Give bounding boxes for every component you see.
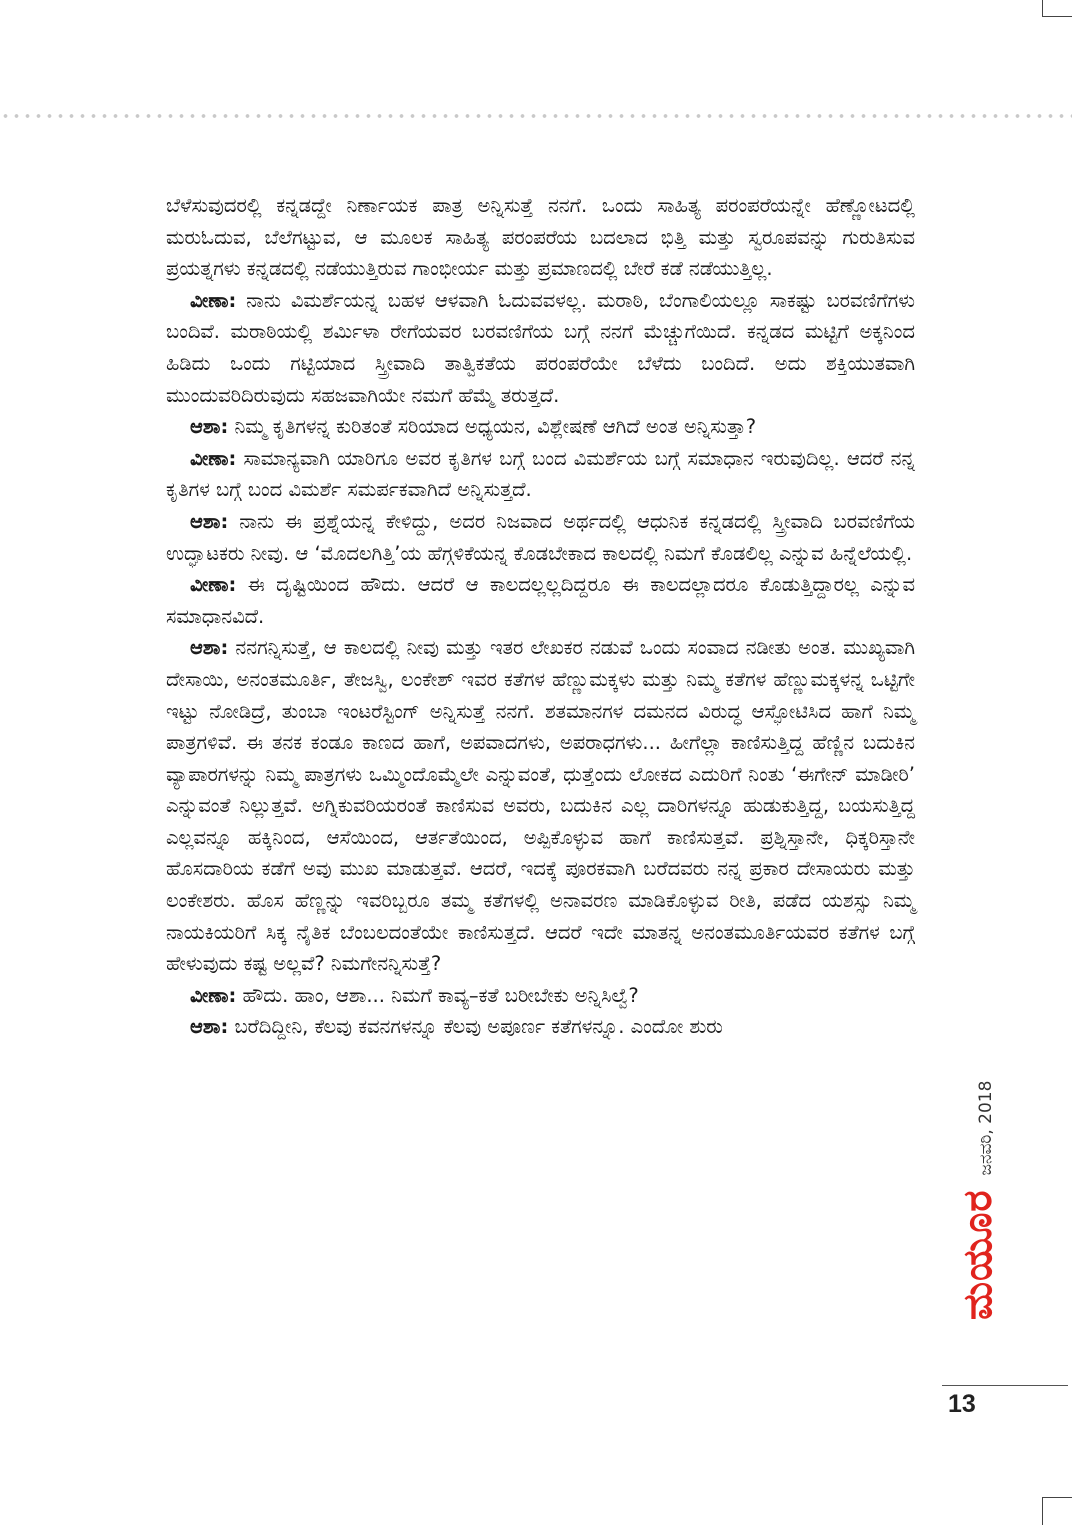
speaker-label: ವೀಣಾ: xyxy=(190,573,237,597)
paragraph xyxy=(166,632,915,980)
paragraph-text: ಸಾಮಾನ್ಯವಾಗಿ ಯಾರಿಗೂ ಅವರ ಕೃತಿಗಳ ಬಗ್ಗೆ ಬಂದ ವಿಮರ್ಶೆಯ ಬಗ್ಗೆ ಸಮಾಧಾನ ಇರುವುದಿಲ್ಲ. ಆದರೆ ನನ್ನ ಕೃತಿಗಳ ಬಗ್ಗೆ ಬಂದ ವಿಮರ್ಶೆ ಸಮರ್ಪಕವಾಗಿದೆ ಅನ್ನಿಸುತ್ತದೆ. xyxy=(166,446,915,502)
paragraph xyxy=(166,411,915,443)
crop-mark-top-right-h xyxy=(1042,16,1072,17)
crop-mark-bottom-right-h xyxy=(1042,1497,1072,1498)
dotted-header-rule xyxy=(0,114,1072,118)
paragraph xyxy=(166,443,915,506)
magazine-sidebar xyxy=(930,1080,1001,1330)
paragraph-text: ನಾನು ವಿಮರ್ಶೆಯನ್ನ ಬಹಳ ಆಳವಾಗಿ ಓದುವವಳಲ್ಲ. ಮರಾಠಿ, ಬೆಂಗಾಲಿಯಲ್ಲೂ ಸಾಕಷ್ಟು ಬರವಣಿಗೆಗಳು ಬಂದಿವೆ. ಮರಾಠಿಯಲ್ಲಿ ಶರ್ಮಿಳಾ ರೇಗೆಯವರ ಬರವಣಿಗೆಯ ಬಗ್ಗೆ ನನಗೆ ಮೆಚ್ಚುಗೆಯಿದೆ. ಕನ್ನಡದ ಮಟ್ಟಿಗೆ ಅಕ್ಕನಿಂದ ಹಿಡಿದು ಒಂದು ಗಟ್ಟಿಯಾದ ಸ್ತ್ರೀವಾದಿ ತಾತ್ವಿಕತೆಯ ಪರಂಪರೆಯೇ ಬೆಳೆದು ಬಂದಿದೆ. ಅದು ಶಕ್ತಿಯುತವಾಗಿ ಮುಂದುವರಿದಿರುವುದು ಸಹಜವಾಗಿಯೇ ನಮಗೆ ಹೆಮ್ಮೆ ತರುತ್ತದೆ. xyxy=(166,288,915,407)
paragraph xyxy=(166,569,915,632)
speaker-label: ಆಶಾ: xyxy=(190,636,229,660)
sidebar-rotated xyxy=(955,1080,1001,1320)
paragraph xyxy=(166,506,915,569)
paragraph xyxy=(166,980,915,1012)
paragraph-text: ಬರೆದಿದ್ದೀನಿ, ಕೆಲವು ಕವನಗಳನ್ನೂ ಕೆಲವು ಅಪೂರ್ಣ ಕತೆಗಳನ್ನೂ. ಎಂದೋ ಶುರು xyxy=(234,1015,723,1039)
paragraph-text: ನಿಮ್ಮ ಕೃತಿಗಳನ್ನ ಕುರಿತಂತೆ ಸರಿಯಾದ ಅಧ್ಯಯನ, ವಿಶ್ಲೇಷಣೆ ಆಗಿದೆ ಅಂತ ಅನ್ನಿಸುತ್ತಾ? xyxy=(234,415,757,439)
paragraph-text: ಹೌದು. ಹಾಂ, ಆಶಾ... ನಿಮಗೆ ಕಾವ್ಯ–ಕತೆ ಬರೀಬೇಕು ಅನ್ನಿಸಿಲ್ವೆ? xyxy=(242,983,639,1007)
paragraph xyxy=(166,190,915,285)
paragraph-text: ಬೆಳೆಸುವುದರಲ್ಲಿ ಕನ್ನಡದ್ದೇ ನಿರ್ಣಾಯಕ ಪಾತ್ರ ಅನ್ನಿಸುತ್ತೆ ನನಗೆ. ಒಂದು ಸಾಹಿತ್ಯ ಪರಂಪರೆಯನ್ನೇ ಹೆಣ್ಣೋಟದಲ್ಲಿ ಮರುಓದುವ, ಬೆಲೆಗಟ್ಟುವ, ಆ ಮೂಲಕ ಸಾಹಿತ್ಯ ಪರಂಪರೆಯ ಬದಲಾದ ಭಿತ್ತಿ ಮತ್ತು ಸ್ವರೂಪವನ್ನು ಗುರುತಿಸುವ ಪ್ರಯತ್ನಗಳು ಕನ್ನಡದಲ್ಲಿ ನಡೆಯುತ್ತಿರುವ ಗಾಂಭೀರ್ಯ ಮತ್ತು ಪ್ರಮಾಣದಲ್ಲಿ ಬೇರೆ ಕಡೆ ನಡೆಯುತ್ತಿಲ್ಲ. xyxy=(166,194,915,281)
page-number-rule xyxy=(942,1385,1068,1386)
issue-date: ಜನವರಿ, 2018 xyxy=(976,1080,996,1176)
paragraph xyxy=(166,285,915,411)
speaker-label: ಆಶಾ: xyxy=(190,1015,229,1039)
crop-mark-top-right xyxy=(1042,0,1043,16)
page-number: 13 xyxy=(948,1390,976,1418)
speaker-label: ವೀಣಾ: xyxy=(190,288,237,312)
speaker-label: ಆಶಾ: xyxy=(190,509,229,533)
crop-mark-bottom-right xyxy=(1042,1497,1043,1525)
paragraph-text: ನಾನು ಈ ಪ್ರಶ್ನೆಯನ್ನ ಕೇಳಿದ್ದು, ಅದರ ನಿಜವಾದ ಅರ್ಥದಲ್ಲಿ ಆಧುನಿಕ ಕನ್ನಡದಲ್ಲಿ ಸ್ತ್ರೀವಾದಿ ಬರವಣಿಗೆಯ ಉದ್ಘಾಟಕರು ನೀವು. ಆ ‘ಮೊದಲಗಿತ್ತಿ’ಯ ಹೆಗ್ಗಳಿಕೆಯನ್ನ ಕೊಡಬೇಕಾದ ಕಾಲದಲ್ಲಿ ನಿಮಗೆ ಕೊಡಲಿಲ್ಲ ಎನ್ನುವ ಹಿನ್ನೆಲೆಯಲ್ಲಿ. xyxy=(166,509,915,565)
paragraph-text: ಈ ದೃಷ್ಟಿಯಿಂದ ಹೌದು. ಆದರೆ ಆ ಕಾಲದಲ್ಲಲ್ಲದಿದ್ದರೂ ಈ ಕಾಲದಲ್ಲಾದರೂ ಕೊಡುತ್ತಿದ್ದಾರಲ್ಲ ಎನ್ನುವ ಸಮಾಧಾನವಿದೆ. xyxy=(166,573,915,628)
speaker-label: ವೀಣಾ: xyxy=(190,983,237,1007)
paragraph xyxy=(166,1011,915,1043)
magazine-brand: ಮಯೂರ xyxy=(955,1189,1001,1320)
article-body xyxy=(166,190,915,1043)
speaker-label: ಆಶಾ: xyxy=(190,415,229,439)
speaker-label: ವೀಣಾ: xyxy=(190,446,237,470)
paragraph-text: ನನಗನ್ನಿಸುತ್ತೆ, ಆ ಕಾಲದಲ್ಲಿ ನೀವು ಮತ್ತು ಇತರ ಲೇಖಕರ ನಡುವೆ ಒಂದು ಸಂವಾದ ನಡೀತು ಅಂತ. ಮುಖ್ಯವಾಗಿ ದೇಸಾಯಿ, ಅನಂತಮೂರ್ತಿ, ತೇಜಸ್ವಿ, ಲಂಕೇಶ್ ಇವರ ಕತೆಗಳ ಹೆಣ್ಣುಮಕ್ಕಳು ಮತ್ತು ನಿಮ್ಮ ಕತೆಗಳ ಹೆಣ್ಣುಮಕ್ಕಳನ್ನ ಒಟ್ಟಿಗೇ ಇಟ್ಟು ನೋಡಿದ್ರೆ, ತುಂಬಾ ಇಂಟರೆಸ್ಟಿಂಗ್ ಅನ್ನಿಸುತ್ತೆ ನನಗೆ. ಶತಮಾನಗಳ ದಮನದ ವಿರುದ್ಧ ಆಸ್ಫೋಟಿಸಿದ ಹಾಗೆ ನಿಮ್ಮ ಪಾತ್ರಗಳಿವೆ. ಈ ತನಕ ಕಂಡೂ ಕಾಣದ ಹಾಗೆ, ಅಪವಾದಗಳು, ಅಪರಾಧಗಳು... ಹೀಗೆಲ್ಲಾ ಕಾಣಿಸುತ್ತಿದ್ದ ಹೆಣ್ಣಿನ ಬದುಕಿನ ವ್ಯಾಪಾರಗಳನ್ನು ನಿಮ್ಮ ಪಾತ್ರಗಳು ಒಮ್ಮಿಂದೊಮ್ಮೆಲೇ ಎನ್ನುವಂತೆ, ಧುತ್ತೆಂದು ಲೋಕದ ಎದುರಿಗೆ ನಿಂತು ‘ಈಗೇನ್ ಮಾಡೀರಿ’ ಎನ್ನುವಂತೆ ನಿಲ್ಲುತ್ತವೆ. ಅಗ್ನಿಕುವರಿಯರಂತೆ ಕಾಣಿಸುವ ಅವರು, ಬದುಕಿನ ಎಲ್ಲ ದಾರಿಗಳನ್ನೂ ಹುಡುಕುತ್ತಿದ್ದ, ಬಯಸುತ್ತಿದ್ದ ಎಲ್ಲವನ್ನೂ ಹಕ್ಕಿನಿಂದ, ಆಸೆಯಿಂದ, ಆರ್ತತೆಯಿಂದ, ಅಪ್ಪಿಕೊಳ್ಳುವ ಹಾಗೆ ಕಾಣಿಸುತ್ತವೆ. ಪ್ರಶ್ನಿಸ್ತಾನೇ, ಧಿಕ್ಕರಿಸ್ತಾನೇ ಹೊಸದಾರಿಯ ಕಡೆಗೆ ಅವು ಮುಖ ಮಾಡುತ್ತವೆ. ಆದರೆ, ಇದಕ್ಕೆ ಪೂರಕವಾಗಿ ಬರೆದವರು ನನ್ನ ಪ್ರಕಾರ ದೇಸಾಯರು ಮತ್ತು ಲಂಕೇಶರು. ಹೊಸ ಹೆಣ್ಣನ್ನು ಇವರಿಬ್ಬರೂ ತಮ್ಮ ಕತೆಗಳಲ್ಲಿ ಅನಾವರಣ ಮಾಡಿಕೊಳ್ಳುವ ರೀತಿ, ಪಡೆದ ಯಶಸ್ಸು ನಿಮ್ಮ ನಾಯಕಿಯರಿಗೆ ಸಿಕ್ಕ ನೈತಿಕ ಬೆಂಬಲದಂತೆಯೇ ಕಾಣಿಸುತ್ತದೆ. ಆದರೆ ಇದೇ ಮಾತನ್ನ ಅನಂತಮೂರ್ತಿಯವರ ಕತೆಗಳ ಬಗ್ಗೆ ಹೇಳುವುದು ಕಷ್ಟ ಅಲ್ಲವೆ? ನಿಮಗೇನನ್ನಿಸುತ್ತೆ? xyxy=(166,636,915,976)
